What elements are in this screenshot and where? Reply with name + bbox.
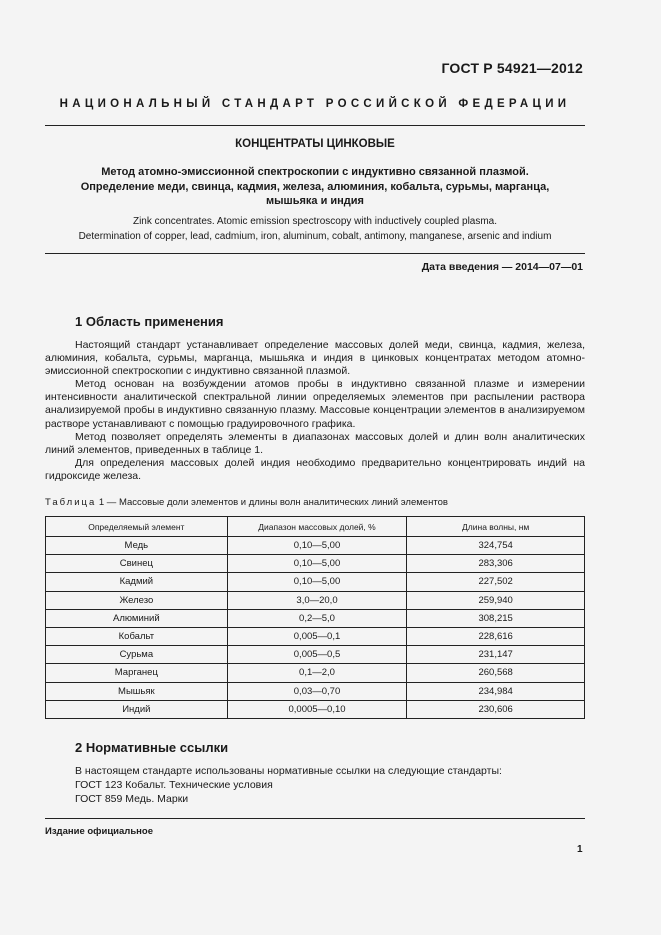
- range-cell: 0,10—5,00: [227, 573, 407, 591]
- table-row: [46, 609, 585, 627]
- range-cell: 0,10—5,00: [227, 555, 407, 573]
- national-standard-banner: НАЦИОНАЛЬНЫЙ СТАНДАРТ РОССИЙСКОЙ ФЕДЕРАЦИИ: [59, 98, 571, 110]
- wavelength-cell: 308,215: [407, 609, 585, 627]
- wavelength-cell: 283,306: [407, 555, 585, 573]
- table-1-caption: [45, 497, 448, 508]
- wavelength-cell: 228,616: [407, 627, 585, 645]
- subtitle-line: мышьяка и индия: [266, 195, 364, 207]
- range-cell: 3,0—20,0: [227, 591, 407, 609]
- element-cell: Железо: [46, 591, 228, 609]
- middle-divider: [45, 253, 585, 254]
- reference-item: ГОСТ 123 Кобальт. Технические условия: [75, 778, 273, 791]
- element-cell: Кадмий: [46, 573, 228, 591]
- wavelength-cell: 227,502: [407, 573, 585, 591]
- wavelength-cell: 234,984: [407, 682, 585, 700]
- wavelength-cell: 324,754: [407, 537, 585, 555]
- section-1-paragraph: Метод основан на возбуждении атомов пробы в индуктивно связанной плазме и измерении интенсивности аналитической спектральной линии определяемых элементов при распылении раствора анализируемой пробы в индуктивно связанную плазму. Массовые концентрации элементов в анализируемом растворе устанавливают с помощью градуировочного графика.: [45, 378, 585, 430]
- range-cell: 0,1—2,0: [227, 664, 407, 682]
- table-row: [46, 627, 585, 645]
- table-row: [46, 537, 585, 555]
- wavelength-cell: 230,606: [407, 700, 585, 718]
- section-2-heading: 2 Нормативные ссылки: [75, 740, 229, 755]
- english-title: [45, 215, 585, 244]
- document-subtitle: [45, 165, 585, 209]
- range-cell: 0,005—0,5: [227, 646, 407, 664]
- normative-references: [75, 765, 502, 806]
- element-cell: Марганец: [46, 664, 228, 682]
- wavelength-cell: 231,147: [407, 646, 585, 664]
- column-header-element: Определяемый элемент: [46, 517, 228, 537]
- element-cell: Сурьма: [46, 646, 228, 664]
- table-caption-label: Таблица: [45, 497, 97, 508]
- range-cell: 0,03—0,70: [227, 682, 407, 700]
- range-cell: 0,10—5,00: [227, 537, 407, 555]
- section-1-paragraph: Настоящий стандарт устанавливает определение массовых долей меди, свинца, кадмия, железа, алюминия, кобальта, сурьмы, марганца, мышьяка и индия в цинковых концентратах методом атомно-эмиссионной спектроскопии с индуктивно связанной плазмой.: [45, 339, 585, 378]
- table-header-row: [46, 517, 585, 537]
- subtitle-line: Метод атомно-эмиссионной спектроскопии с индуктивно связанной плазмой.: [101, 166, 529, 178]
- official-edition-label: Издание официальное: [45, 826, 153, 837]
- document-number: ГОСТ Р 54921—2012: [441, 60, 583, 76]
- english-title-line: Determination of copper, lead, cadmium, iron, aluminum, cobalt, antimony, manganese, arsenic and indium: [78, 230, 552, 242]
- wavelength-cell: 260,568: [407, 664, 585, 682]
- table-row: [46, 682, 585, 700]
- table-row: [46, 664, 585, 682]
- element-cell: Кобальт: [46, 627, 228, 645]
- reference-intro: В настоящем стандарте использованы нормативные ссылки на следующие стандарты:: [75, 765, 502, 777]
- element-cell: Мышьяк: [46, 682, 228, 700]
- range-cell: 0,2—5,0: [227, 609, 407, 627]
- document-title: КОНЦЕНТРАТЫ ЦИНКОВЫЕ: [235, 138, 395, 150]
- range-cell: 0,005—0,1: [227, 627, 407, 645]
- page-number: 1: [577, 844, 583, 855]
- top-divider: [45, 125, 585, 126]
- introduction-date: Дата введения — 2014—07—01: [421, 261, 583, 273]
- range-cell: 0,0005—0,10: [227, 700, 407, 718]
- column-header-range: Диапазон массовых долей, %: [227, 517, 407, 537]
- element-cell: Алюминий: [46, 609, 228, 627]
- section-1-heading: 1 Область применения: [75, 314, 224, 329]
- table-row: [46, 646, 585, 664]
- element-cell: Медь: [46, 537, 228, 555]
- table-row: [46, 573, 585, 591]
- section-1-paragraph: Для определения массовых долей индия необходимо предварительно концентрировать индий на гидроксиде железа.: [45, 457, 585, 483]
- english-title-line: Zink concentrates. Atomic emission spectroscopy with inductively coupled plasma.: [132, 216, 498, 227]
- table-1: [45, 516, 585, 719]
- table-row: [46, 591, 585, 609]
- column-header-wavelength: Длина волны, нм: [407, 517, 585, 537]
- element-cell: Свинец: [46, 555, 228, 573]
- table-row: [46, 555, 585, 573]
- table-caption-text: 1 — Массовые доли элементов и длины волн аналитических линий элементов: [96, 497, 448, 508]
- bottom-divider: [45, 818, 585, 819]
- wavelength-cell: 259,940: [407, 591, 585, 609]
- section-1-paragraph: Метод позволяет определять элементы в диапазонах массовых долей и длин волн аналитических линий элементов, приведенных в таблице 1.: [45, 431, 585, 457]
- table-row: [46, 700, 585, 718]
- reference-item: ГОСТ 859 Медь. Марки: [75, 792, 189, 805]
- element-cell: Индий: [46, 700, 228, 718]
- subtitle-line: Определение меди, свинца, кадмия, железа, алюминия, кобальта, сурьмы, марганца,: [80, 180, 550, 193]
